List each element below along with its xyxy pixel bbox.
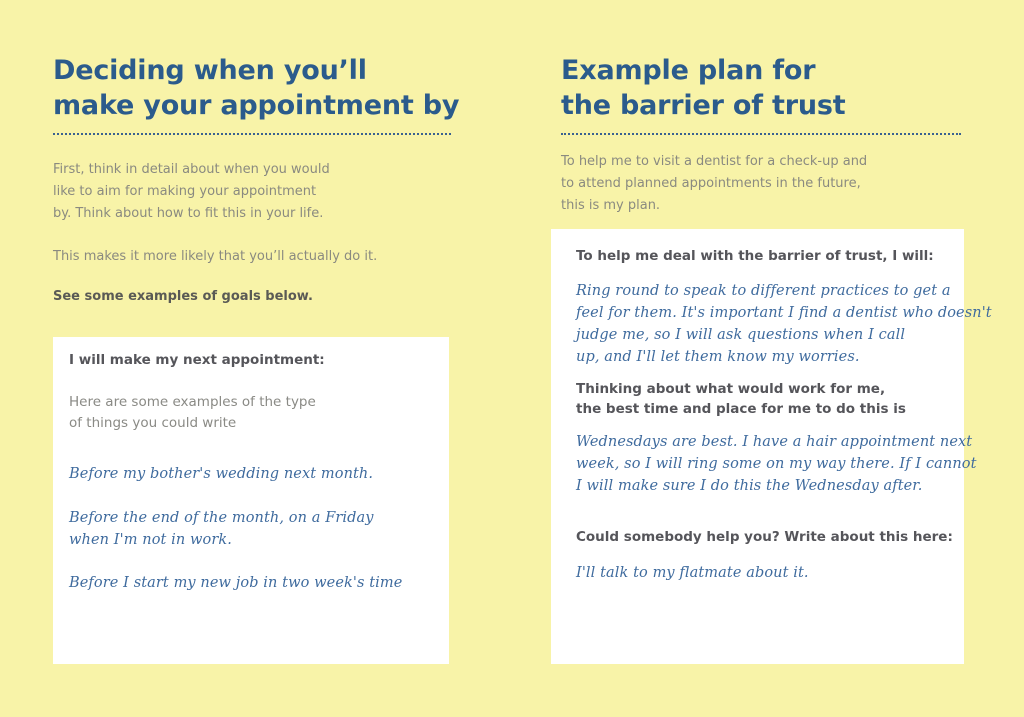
right-plan-card bbox=[551, 229, 992, 664]
example-goal-2 bbox=[69, 507, 374, 551]
example-goal-1-line-1: Before my bother's wedding next month. bbox=[69, 466, 374, 482]
left-card-note-line-2: of things you could write bbox=[69, 415, 237, 431]
example-goal-1 bbox=[69, 463, 373, 485]
left-intro-line-2: like to aim for making your appointment bbox=[53, 184, 317, 199]
time-place-answer bbox=[576, 431, 977, 497]
right-intro-line-3: this is my plan. bbox=[561, 198, 661, 213]
right-heading-line-1: Example plan for bbox=[561, 55, 816, 86]
right-dotted-divider bbox=[561, 133, 961, 135]
right-intro bbox=[561, 151, 867, 217]
time-place-answer-line-1: Wednesdays are best. I have a hair appointment next bbox=[576, 434, 973, 450]
left-intro-2: This makes it more likely that you’ll actually do it. bbox=[53, 249, 378, 264]
left-intro-line-1: First, think in detail about when you would bbox=[53, 162, 330, 177]
example-goal-2-line-2: when I'm not in work. bbox=[69, 532, 233, 548]
time-place-question-line-1: Thinking about what would work for me, bbox=[576, 381, 886, 397]
left-intro-line-3: by. Think about how to fit this in your life. bbox=[53, 206, 324, 221]
left-heading bbox=[53, 53, 459, 123]
left-card-note-line-1: Here are some examples of the type bbox=[69, 394, 316, 410]
time-place-question-line-2: the best time and place for me to do this is bbox=[576, 401, 906, 417]
trust-answer-line-4: up, and I'll let them know my worries. bbox=[576, 349, 860, 365]
trust-answer bbox=[576, 280, 992, 368]
trust-answer-line-1: Ring round to speak to different practices to get a bbox=[576, 283, 951, 299]
right-intro-line-1: To help me to visit a dentist for a check-up and bbox=[561, 154, 868, 169]
left-dotted-divider bbox=[53, 133, 451, 135]
example-goal-2-line-1: Before the end of the month, on a Friday bbox=[69, 510, 374, 526]
left-goal-card bbox=[53, 337, 449, 664]
left-card-title: I will make my next appointment: bbox=[69, 352, 325, 368]
trust-answer-line-2: feel for them. It's important I find a dentist who doesn't bbox=[576, 305, 992, 321]
trust-answer-line-3: judge me, so I will ask questions when I call bbox=[576, 327, 906, 343]
example-goal-3 bbox=[69, 572, 402, 594]
right-heading-line-2: the barrier of trust bbox=[561, 90, 846, 121]
left-intro bbox=[53, 159, 330, 225]
help-question: Could somebody help you? Write about this here: bbox=[576, 529, 953, 545]
left-card-note bbox=[69, 392, 316, 434]
example-goal-3-line-1: Before I start my new job in two week's time bbox=[69, 575, 403, 591]
time-place-answer-line-2: week, so I will ring some on my way there. If I cannot bbox=[576, 456, 977, 472]
left-heading-line-2: make your appointment by bbox=[53, 90, 460, 121]
trust-question: To help me deal with the barrier of trust, I will: bbox=[576, 248, 934, 264]
right-heading bbox=[561, 53, 845, 123]
left-heading-line-1: Deciding when you’ll bbox=[53, 55, 367, 86]
right-intro-line-2: to attend planned appointments in the future, bbox=[561, 176, 861, 191]
help-answer: I'll talk to my flatmate about it. bbox=[576, 565, 809, 581]
see-examples-note: See some examples of goals below. bbox=[53, 289, 313, 304]
time-place-answer-line-3: I will make sure I do this the Wednesday after. bbox=[576, 478, 923, 494]
time-place-question bbox=[576, 379, 906, 419]
